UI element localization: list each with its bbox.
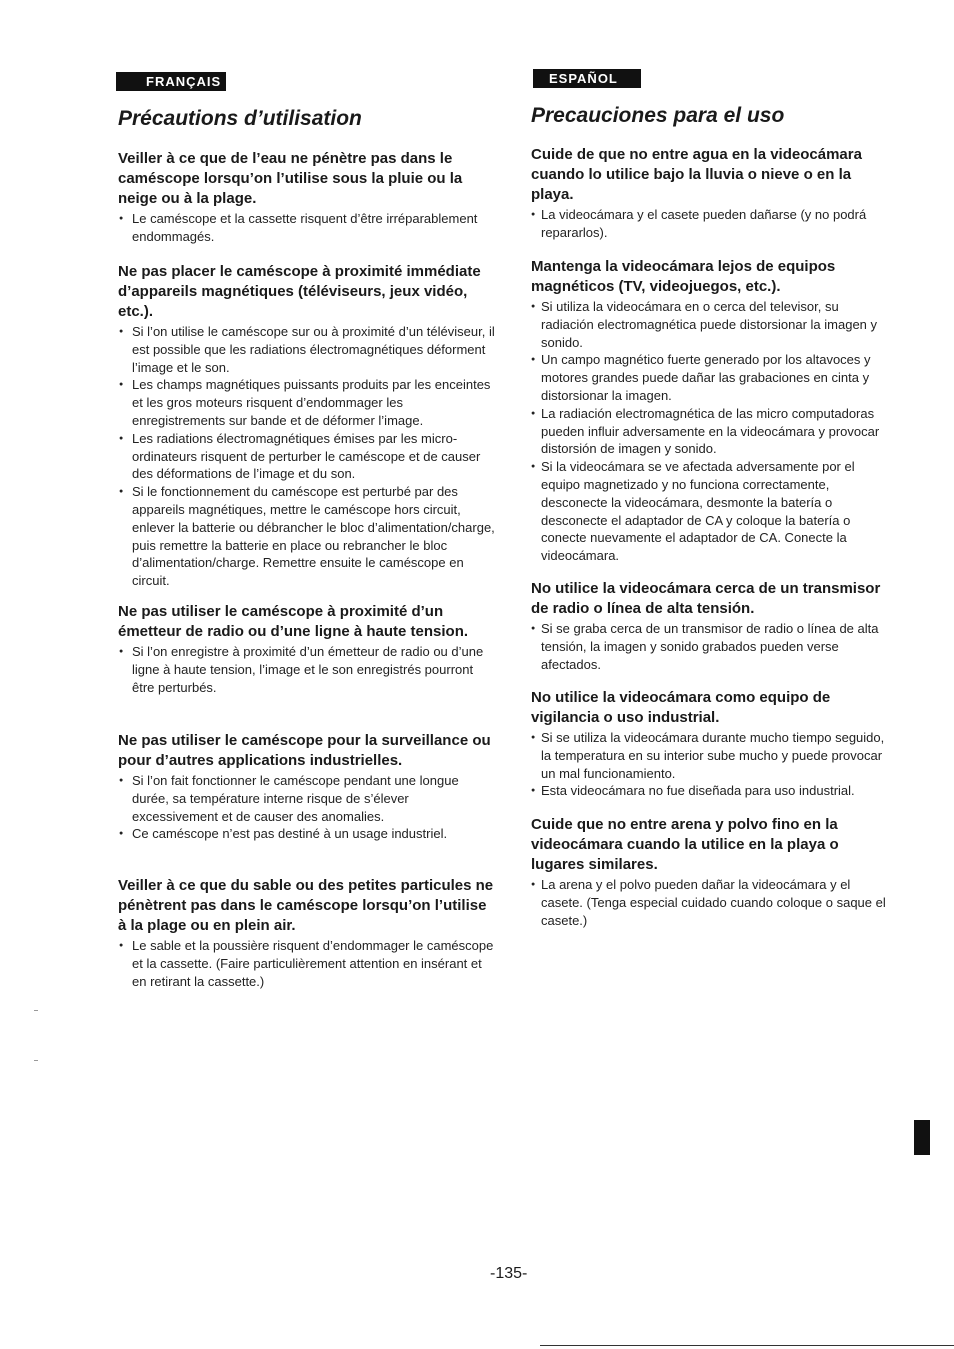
spanish-section-water <box>531 145 893 242</box>
bullet-list <box>118 937 498 990</box>
section-heading: Mantenga la videocámara lejos de equipos magnéticos (TV, videojuegos, etc.). <box>531 258 836 295</box>
spanish-section-industrial <box>531 688 893 800</box>
bullet-list <box>531 206 893 242</box>
bullet-item: ● Les radiations électromagnétiques émises par les micro-ordinateurs risquent de perturber le caméscope et de causer des déformations de l’image et du son. <box>118 430 498 483</box>
section-heading: No utilice la videocámara cerca de un transmisor de radio o línea de alta tensión. <box>531 580 881 617</box>
bullet-item: ● Un campo magnético fuerte generado por los altavoces y motores grandes puede dañar las grabaciones en cinta y distorsionar la imagen. <box>531 351 893 404</box>
bullet-list <box>531 298 893 565</box>
bullet-list <box>118 210 498 246</box>
bullet-item: ● Ce caméscope n’est pas destiné à un usage industriel. <box>118 825 498 843</box>
french-section-sand <box>118 876 498 990</box>
spanish-title: Precauciones para el uso <box>531 104 785 127</box>
bullet-item: ● La videocámara y el casete pueden dañarse (y no podrá repararlos). <box>531 206 893 242</box>
page-number: -135- <box>490 1265 528 1282</box>
bottom-rule <box>540 1345 954 1346</box>
bullet-list <box>531 729 893 800</box>
section-edge-tab <box>914 1120 930 1155</box>
language-tag-french: FRANÇAIS <box>116 72 226 91</box>
bullet-item: ● Si la videocámara se ve afectada adversamente por el equipo magnetizado y no funciona correctamente, desconecte la videocámara, desmonte la batería o desconecte el adaptador de CA y coloque la batería o conecte nuevamente el adaptador de CA. Conecte la videocámara. <box>531 458 893 565</box>
french-section-magnetic <box>118 262 498 590</box>
french-title: Précautions d’utilisation <box>118 107 362 130</box>
bullet-list <box>531 620 893 673</box>
spanish-section-magnetic <box>531 257 893 565</box>
bullet-item: ● Si se utiliza la videocámara durante mucho tiempo seguido, la temperatura en su interior sube mucho y puede provocar un mal funcionamiento. <box>531 729 893 782</box>
spanish-section-radio <box>531 579 893 673</box>
section-heading: Veiller à ce que de l’eau ne pénètre pas dans le caméscope lorsqu’on l’utilise sous la pluie ou la neige ou à la plage. <box>118 150 463 207</box>
bullet-item: ● Si l’on enregistre à proximité d’un émetteur de radio ou d’une ligne à haute tension, l’image et le son enregistrés pourront être perturbés. <box>118 643 498 696</box>
bullet-item: ● Le caméscope et la cassette risquent d’être irréparablement endommagés. <box>118 210 498 246</box>
language-tag-spanish: ESPAÑOL <box>533 69 641 88</box>
bullet-item: ● La radiación electromagnética de las micro computadoras pueden influir adversamente en la videocámara y provocar distorsión de imagen y sonido. <box>531 405 893 458</box>
section-heading: Ne pas utiliser le caméscope pour la surveillance ou pour d’autres applications industrielles. <box>118 732 491 769</box>
bullet-list <box>531 876 893 929</box>
french-section-industrial <box>118 731 498 843</box>
bullet-item: ● Si l’on utilise le caméscope sur ou à proximité d’un téléviseur, il est possible que les radiations électromagnétiques déforment l’image et le son. <box>118 323 498 376</box>
bullet-item: ● Si l’on fait fonctionner le caméscope pendant une longue durée, sa température interne risque de s’élever excessivement et de causer des anomalies. <box>118 772 498 825</box>
section-heading: Ne pas placer le caméscope à proximité immédiate d’appareils magnétiques (téléviseurs, jeux vidéo, etc.). <box>118 263 481 320</box>
bullet-list <box>118 643 498 696</box>
bullet-item: ● Si utiliza la videocámara en o cerca del televisor, su radiación electromagnética puede distorsionar la imagen y sonido. <box>531 298 893 351</box>
bullet-list <box>118 323 498 590</box>
section-heading: Veiller à ce que du sable ou des petites particules ne pénètrent pas dans le caméscope lorsqu’on l’utilise à la plage ou en plein air. <box>118 877 494 934</box>
bullet-item: ● Les champs magnétiques puissants produits par les enceintes et les gros moteurs risquent d’endommager les enregistrements sur bande et de déformer l’image. <box>118 376 498 429</box>
bullet-list <box>118 772 498 843</box>
bullet-item: ● Le sable et la poussière risquent d’endommager le caméscope et la cassette. (Faire particulièrement attention en insérant et en retirant la cassette.) <box>118 937 498 990</box>
spanish-section-sand <box>531 815 893 929</box>
section-heading: Cuide de que no entre agua en la videocámara cuando lo utilice bajo la lluvia o nieve o en la playa. <box>531 146 862 203</box>
margin-tick <box>34 1010 38 1011</box>
section-heading: Ne pas utiliser le caméscope à proximité d’un émetteur de radio ou d’une ligne à haute tension. <box>118 603 469 640</box>
bullet-item: ● Si le fonctionnement du caméscope est perturbé par des appareils magnétiques, mettre le caméscope hors circuit, enlever la batterie ou débrancher le bloc d’alimentation/charge, puis remettre la batterie en place ou rebrancher le bloc d’alimentation/charge. Remettre ensuite le caméscope en circuit. <box>118 483 498 590</box>
bullet-item: ● Esta videocámara no fue diseñada para uso industrial. <box>531 782 893 800</box>
french-section-water <box>118 149 498 246</box>
section-heading: Cuide que no entre arena y polvo fino en la videocámara cuando la utilice en la playa o lugares similares. <box>531 816 839 873</box>
margin-tick <box>34 1060 38 1061</box>
section-heading: No utilice la videocámara como equipo de vigilancia o uso industrial. <box>531 689 831 726</box>
bullet-item: ● Si se graba cerca de un transmisor de radio o línea de alta tensión, la imagen y sonido grabados pueden verse afectados. <box>531 620 893 673</box>
bullet-item: ● La arena y el polvo pueden dañar la videocámara y el casete. (Tenga especial cuidado cuando coloque o saque el casete.) <box>531 876 893 929</box>
french-section-radio <box>118 602 498 696</box>
